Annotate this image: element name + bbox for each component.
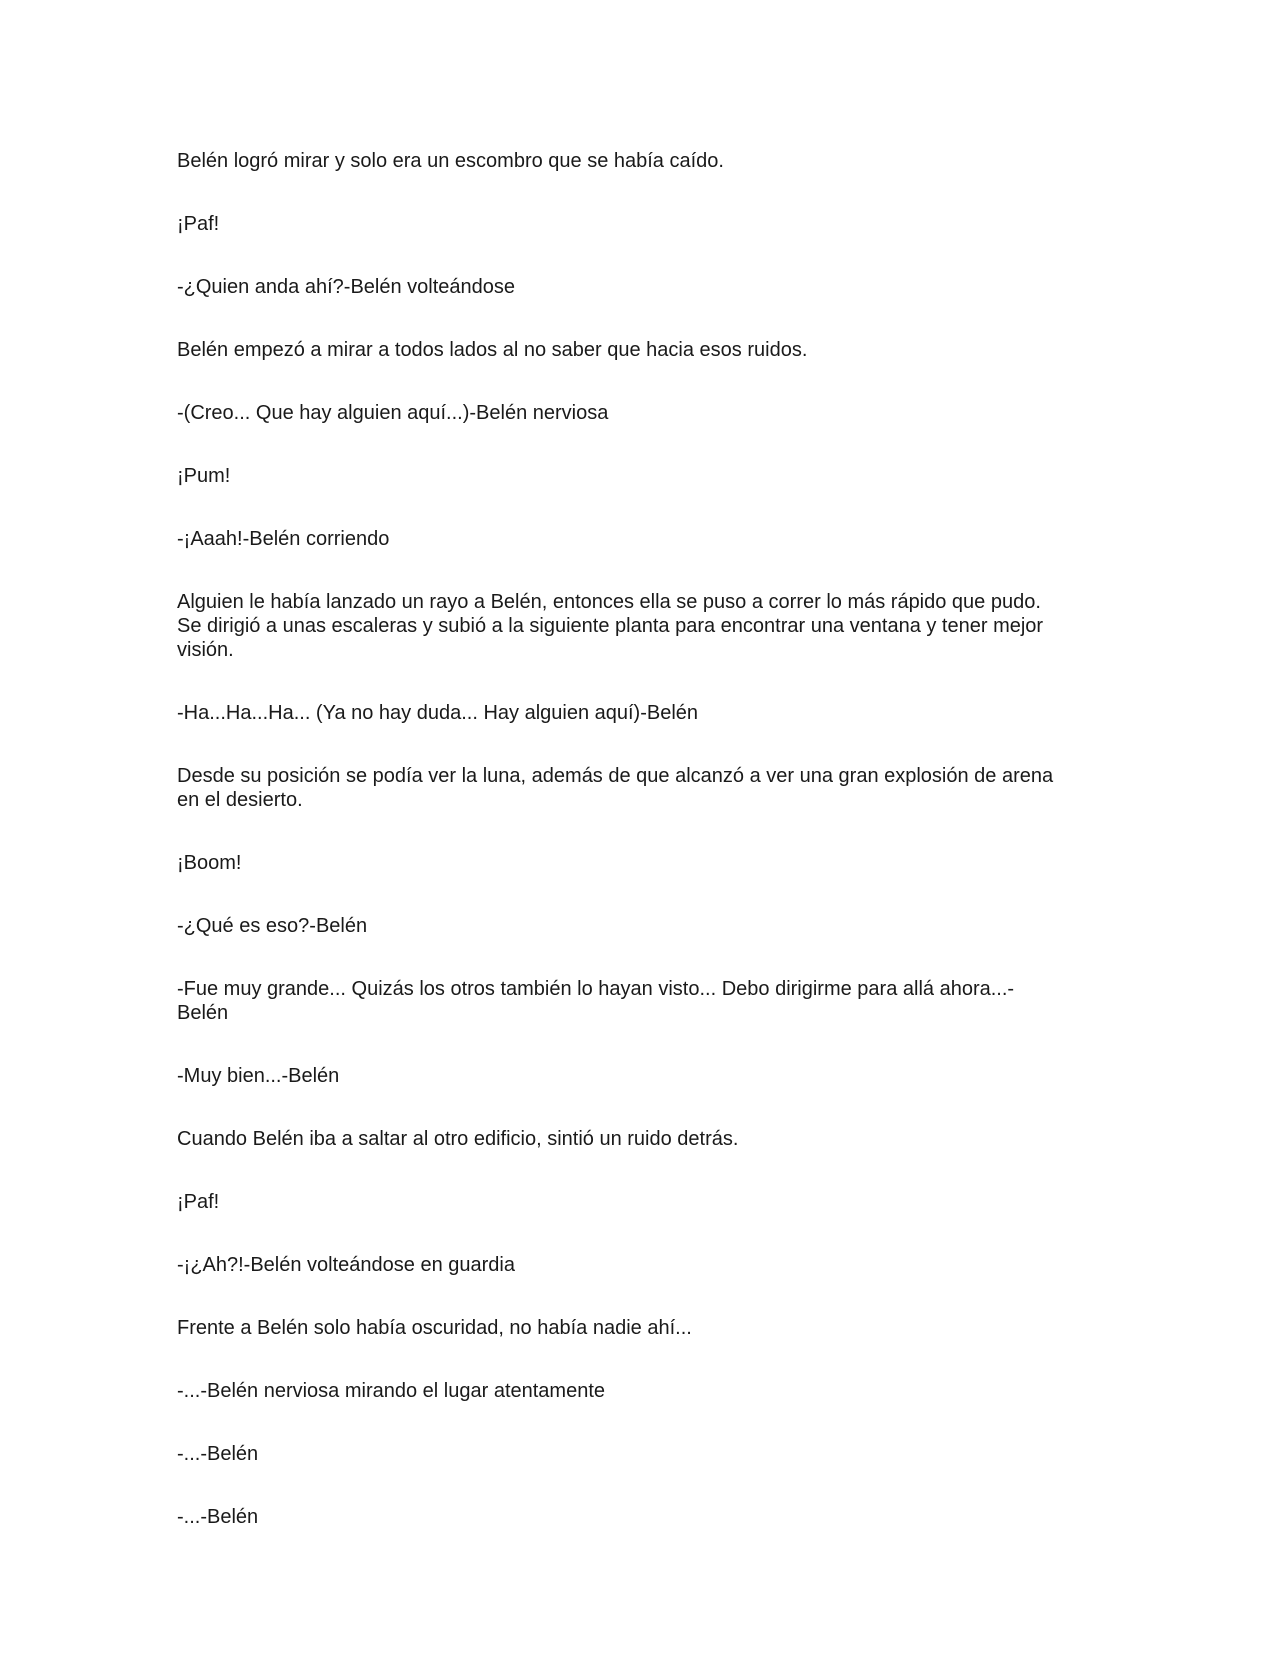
paragraph: -¿Quien anda ahí?-Belén volteándose	[177, 276, 516, 298]
paragraph: ¡Boom!	[177, 852, 242, 874]
paragraph: -Fue muy grande... Quizás los otros también lo hayan visto... Debo dirigirme para allá ahora...- Belén	[177, 978, 1015, 1024]
paragraph: ¡Paf!	[177, 1191, 220, 1213]
paragraph: -Ha...Ha...Ha... (Ya no hay duda... Hay alguien aquí)-Belén	[177, 702, 699, 724]
paragraph: -¡Aaah!-Belén corriendo	[177, 528, 390, 550]
paragraph: -¿Qué es eso?-Belén	[177, 915, 368, 937]
paragraph: Desde su posición se podía ver la luna, además de que alcanzó a ver una gran explosión de arena en el desierto.	[177, 765, 1054, 811]
paragraph: Belén logró mirar y solo era un escombro que se había caído.	[177, 150, 724, 172]
paragraph: ¡Pum!	[177, 465, 231, 487]
document-body	[177, 149, 1107, 1568]
paragraph: Frente a Belén solo había oscuridad, no había nadie ahí...	[177, 1317, 692, 1339]
paragraph: ¡Paf!	[177, 213, 220, 235]
paragraph: -...-Belén	[177, 1443, 259, 1465]
paragraph: -¡¿Ah?!-Belén volteándose en guardia	[177, 1254, 515, 1276]
paragraph: -Muy bien...-Belén	[177, 1065, 340, 1087]
paragraph: Alguien le había lanzado un rayo a Belén, entonces ella se puso a correr lo más rápido que pudo. Se dirigió a unas escaleras y subió a la siguiente planta para encontrar una ventana y tener mejor visión.	[177, 591, 1044, 661]
paragraph: -...-Belén nerviosa mirando el lugar atentamente	[177, 1380, 606, 1402]
paragraph: Belén empezó a mirar a todos lados al no saber que hacia esos ruidos.	[177, 339, 808, 361]
paragraph: -...-Belén	[177, 1506, 259, 1528]
paragraph: -(Creo... Que hay alguien aquí...)-Belén nerviosa	[177, 402, 609, 424]
paragraph: Cuando Belén iba a saltar al otro edificio, sintió un ruido detrás.	[177, 1128, 739, 1150]
